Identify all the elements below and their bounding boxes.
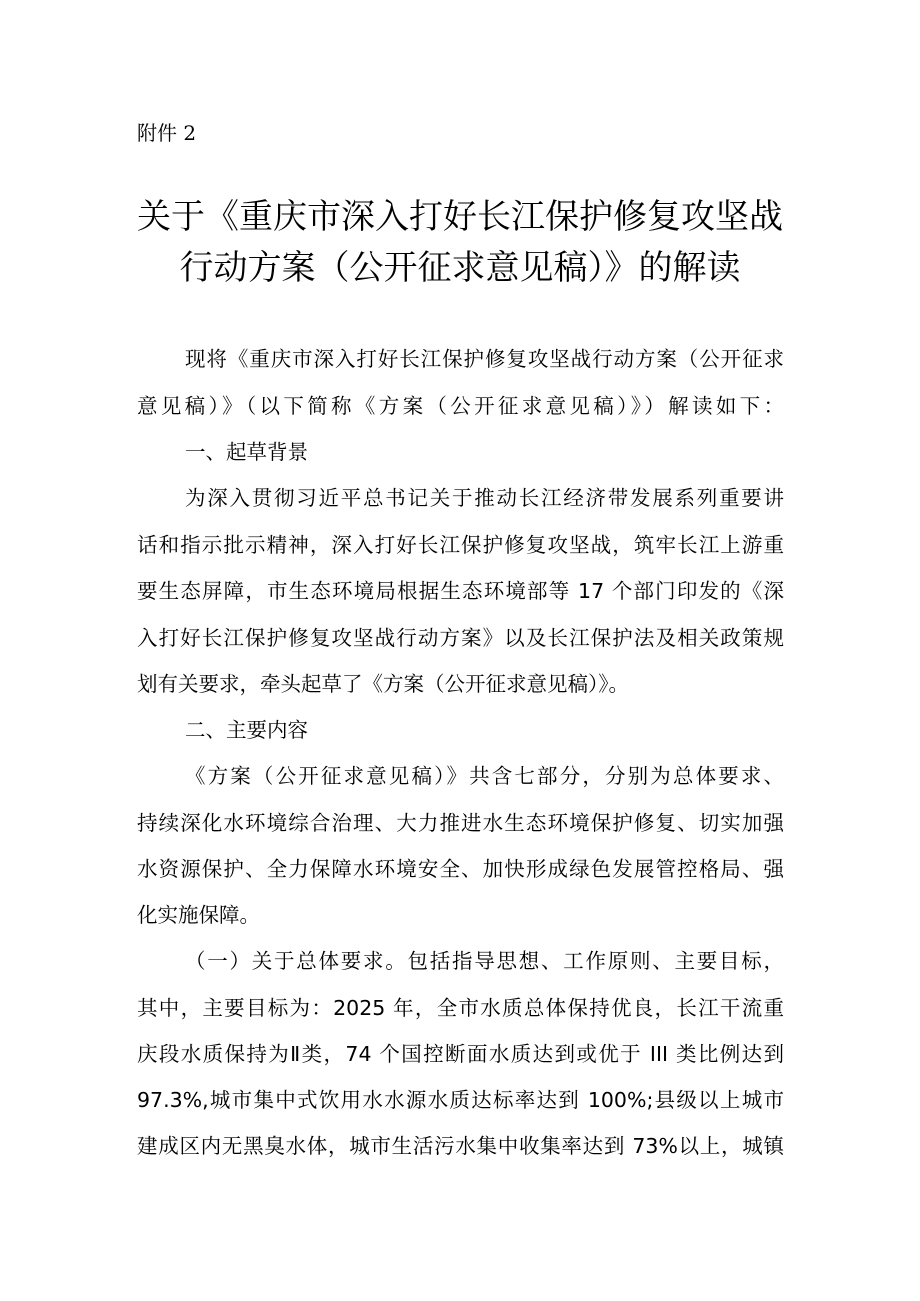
intro-line-2: 意见稿）》（以下简称《方案（公开征求意见稿）》）解读如下：	[137, 394, 784, 418]
background-line-4: 入打好长江保护修复攻坚战行动方案》以及长江保护法及相关政策规	[137, 626, 784, 650]
background-line-2: 话和指示批示精神，深入打好长江保护修复攻坚战，筑牢长江上游重	[137, 533, 784, 557]
general-requirements-line-2: 其中，主要目标为：2025 年，全市水质总体保持优良，长江干流重	[137, 996, 784, 1020]
content-line-2: 持续深化水环境综合治理、大力推进水生态环境保护修复、切实加强	[137, 811, 784, 835]
background-line-3: 要生态屏障，市生态环境局根据生态环境部等 17 个部门印发的《深	[137, 579, 784, 603]
section-heading-main-content: 二、主要内容	[185, 718, 308, 742]
general-requirements-line-3: 庆段水质保持为Ⅱ类，74 个国控断面水质达到或优于 III 类比例达到	[137, 1042, 784, 1066]
attachment-label: 附件 2	[137, 121, 197, 145]
document-title-line-2: 行动方案（公开征求意见稿）》的解读	[179, 248, 741, 288]
content-line-4: 化实施保障。	[137, 903, 260, 927]
document-title-line-1: 关于《重庆市深入打好长江保护修复攻坚战	[137, 197, 783, 237]
background-line-1: 为深入贯彻习近平总书记关于推动长江经济带发展系列重要讲	[185, 486, 784, 510]
background-line-5: 划有关要求，牵头起草了《方案（公开征求意见稿）》。	[137, 672, 629, 696]
intro-line-1: 现将《重庆市深入打好长江保护修复攻坚战行动方案（公开征求	[185, 347, 784, 371]
general-requirements-line-4: 97.3%,城市集中式饮用水水源水质达标率达到 100%;县级以上城市	[137, 1088, 784, 1112]
content-line-3: 水资源保护、全力保障水环境安全、加快形成绿色发展管控格局、强	[137, 857, 784, 881]
general-requirements-line-1: （一）关于总体要求。包括指导思想、工作原则、主要目标，	[185, 949, 784, 973]
section-heading-background: 一、起草背景	[185, 440, 308, 464]
content-line-1: 《方案（公开征求意见稿）》共含七部分，分别为总体要求、	[185, 764, 784, 788]
general-requirements-line-5: 建成区内无黑臭水体，城市生活污水集中收集率达到 73%以上，城镇	[137, 1134, 784, 1158]
